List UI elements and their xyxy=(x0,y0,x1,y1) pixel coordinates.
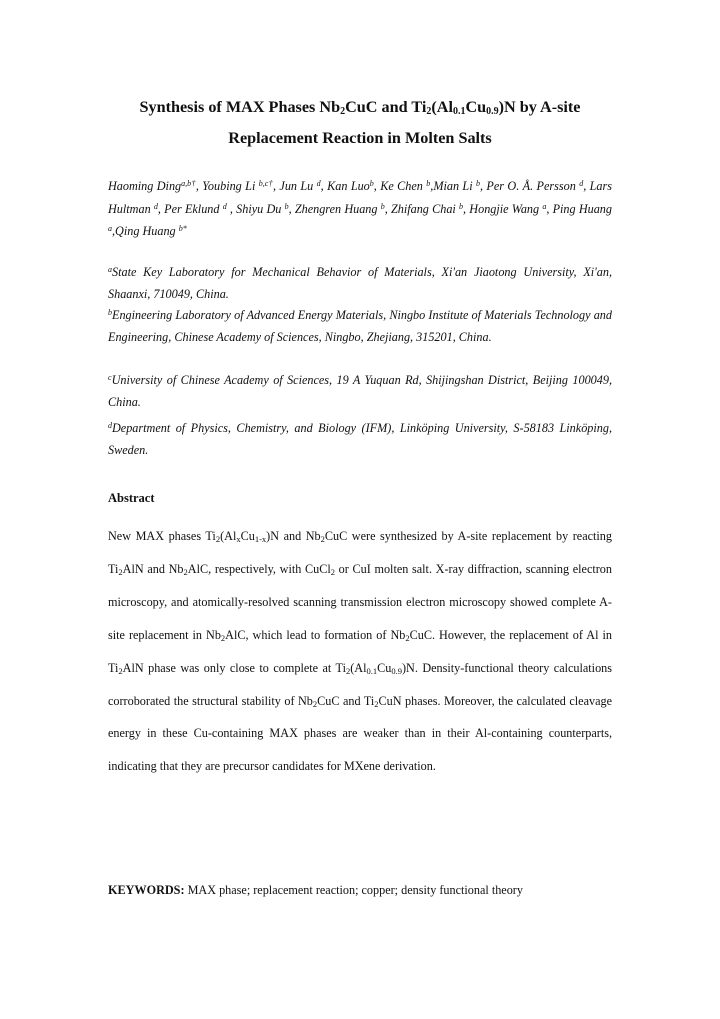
paper-title xyxy=(108,92,612,154)
title-line-1: Synthesis of MAX Phases $Nb_2CuC$ and $Ti_2(Al_{0.1}Cu_{0.9})N$ by A-site xyxy=(139,98,581,117)
abstract-body: New MAX phases $Ti_2(Al_xCu_{1-x})N$ and $Nb_2CuC$ were synthesized by A-site replacement by reacting $Ti_2AlN$ and $Nb_2AlC$, respectively, with CuCl$_2$ or CuI molten salt. X-ray diffraction, scanning electron microscopy, and atomically-resolved scanning transmission electron microscopy showed complete A-site replacement in $Nb_2AlC$, which lead to formation of $Nb_2CuC$. However, the replacement of Al in $Ti_2AlN$ phase was only close to complete at $Ti_2(Al_{0.1}Cu_{0.9})N$. Density-functional theory calculations corroborated the structural stability of $Nb_2CuC$ and $Ti_2CuN$ phases. Moreover, the calculated cleavage energy in these Cu-containing MAX phases are weaker than in their Al-containing counterparts, indicating that they are precursor candidates for MXene derivation. xyxy=(108,529,612,774)
affiliation-d: $^d$Department of Physics, Chemistry, and Biology (IFM), Linköping University, S-58183 Linköping, Sweden. xyxy=(108,421,612,457)
abstract-heading: Abstract xyxy=(108,491,155,505)
author-list: Haoming Ding$^{a,b\dagger}$, Youbing Li $^{b,c\dagger}$, Jun Lu $^d$, Kan Luo$^b$, Ke Chen $^b$,Mian Li $^b$, Per O. Å. Persson $^d$, Lars Hultman $^d$, Per Eklund $^d$ , Shiyu Du $^b$, Zhengren Huang $^b$, Zhifang Chai $^b$, Hongjie Wang $^a$, Ping Huang $^a$,Qing Huang $^{b*}$ xyxy=(108,179,612,238)
keywords-text: MAX phase; replacement reaction; copper; density functional theory xyxy=(187,883,523,897)
affiliation-a: $^a$State Key Laboratory for Mechanical Behavior of Materials, Xi'an Jiaotong University, Xi'an, Shaanxi, 710049, China. xyxy=(108,265,612,301)
keywords-label: KEYWORDS: xyxy=(108,883,185,897)
title-line-2: Replacement Reaction in Molten Salts xyxy=(228,129,492,147)
keywords xyxy=(108,883,523,898)
affiliation-b: $^b$Engineering Laboratory of Advanced Energy Materials, Ningbo Institute of Materials Technology and Engineering, Chinese Academy of Sciences, Ningbo, Zhejiang, 315201, China. xyxy=(108,308,612,344)
affiliation-c: $^c$University of Chinese Academy of Sciences, 19 A Yuquan Rd, Shijingshan District, Beijing 100049, China. xyxy=(108,373,612,409)
